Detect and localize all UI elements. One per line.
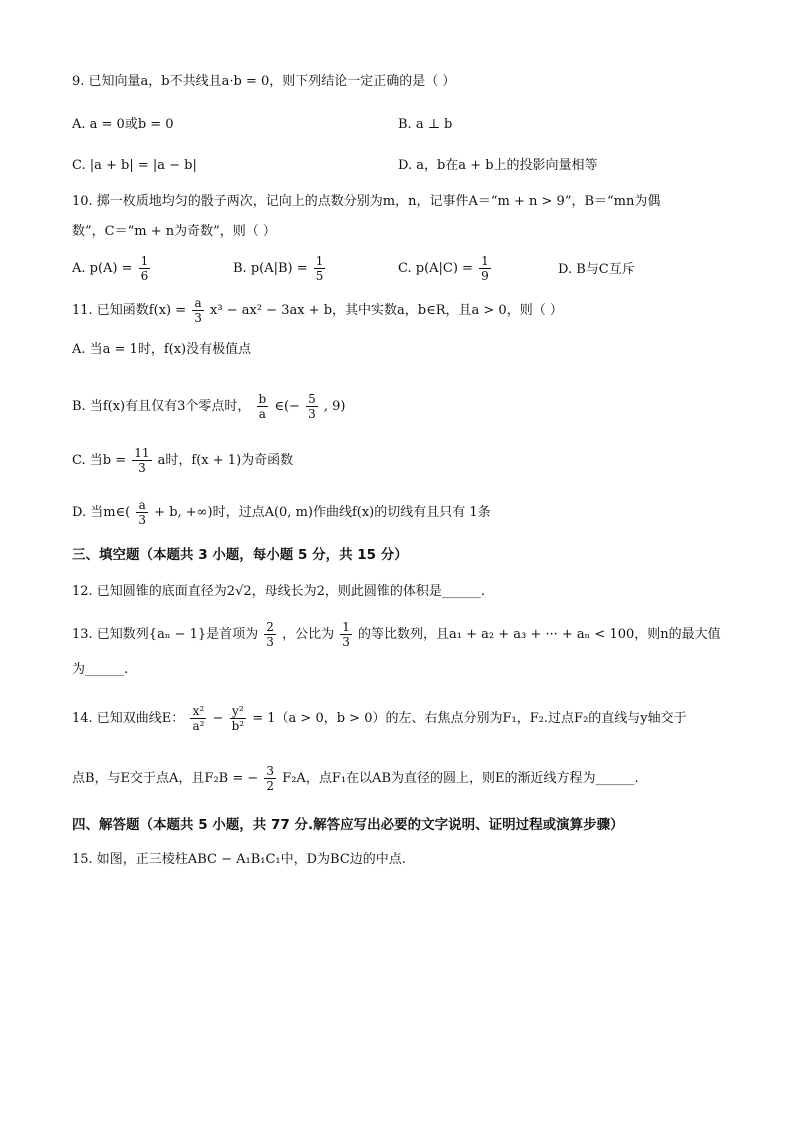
q9-option-c: C. |a + b| = |a − b| (72, 158, 197, 173)
q13-f1-den: 3 (266, 635, 274, 649)
q10-option-a (72, 254, 152, 283)
q14-line2-fraction (264, 764, 276, 793)
q13-line1 (72, 620, 721, 649)
q11-d-den: 3 (138, 513, 147, 527)
q13-fraction1 (264, 620, 276, 649)
q11-d-fraction (136, 498, 148, 527)
q14-l2-num: 3 (266, 764, 275, 778)
q11-b2-num: 5 (308, 392, 316, 406)
q13-f2-den: 3 (342, 635, 350, 649)
q14-f2-num: y² (230, 704, 247, 719)
q10-option-d: D. B与C互斥 (558, 262, 635, 277)
q11-b-mid: ∈(− (274, 399, 300, 414)
q10-option-b-fraction (314, 254, 326, 283)
q14-fraction1 (190, 704, 206, 733)
q9-stem: 9. 已知向量a，b不共线且a·b = 0，则下列结论一定正确的是（ ） (72, 74, 456, 89)
q10-stem-line2: 数”，C＝“m + n为奇数”，则（ ） (72, 224, 276, 239)
q11-b-post: , 9) (323, 399, 346, 414)
q10-option-b-label: B. p(A|B) = (233, 261, 308, 276)
q14-pre: 14. 已知双曲线E： (72, 711, 185, 726)
q11-stem (72, 296, 563, 325)
q14-f1-num: x² (190, 704, 206, 719)
q11-stem-num: a (192, 296, 204, 311)
q13-pre: 13. 已知数列{aₙ − 1}是首项为 (72, 627, 259, 642)
q11-c-num: 11 (134, 446, 150, 460)
q14-line2 (72, 764, 639, 793)
q14-line2-post: F₂A，点F₁在以AB为直径的圆上，则E的渐近线方程为______. (282, 771, 639, 786)
q10-a-den: 6 (140, 269, 149, 283)
q15: 15. 如图，正三棱柱ABC − A₁B₁C₁中，D为BC边的中点. (72, 852, 406, 867)
q11-c-pre: C. 当b = (72, 453, 127, 468)
section-3-heading: 三、填空题（本题共 3 小题，每小题 5 分，共 15 分） (72, 547, 408, 563)
q10-option-c (398, 254, 493, 283)
q10-c-num: 1 (481, 254, 489, 268)
q11-option-c (72, 446, 293, 475)
q11-option-b (72, 392, 345, 421)
q11-option-a: A. 当a = 1时，f(x)没有极值点 (72, 342, 252, 357)
q13-f1-num: 2 (266, 620, 274, 634)
q12: 12. 已知圆锥的底面直径为2√2，母线长为2，则此圆锥的体积是______. (72, 584, 486, 599)
q10-option-c-fraction (479, 254, 491, 283)
q11-d-post: + b, +∞)时，过点A(0, m)作曲线f(x)的切线有且只有 1条 (154, 505, 491, 520)
q10-option-a-fraction (139, 254, 151, 283)
q9-option-a: A. a = 0或b = 0 (72, 117, 174, 132)
q14-f2-den: b² (231, 719, 245, 733)
q11-c-post: a时，f(x + 1)为奇函数 (157, 453, 294, 468)
q11-b2-den: 3 (308, 407, 316, 421)
q11-b-fraction (257, 392, 269, 421)
q10-option-a-label: A. p(A) = (72, 261, 133, 276)
section-4-heading: 四、解答题（本题共 5 小题，共 77 分.解答应写出必要的文字说明、证明过程或演算步骤） (72, 817, 624, 833)
q10-b-den: 5 (315, 269, 324, 283)
q11-d-num: a (136, 498, 148, 513)
q14-l2-den: 2 (266, 779, 275, 793)
q9-option-d: D. a，b在a + b上的投影向量相等 (398, 158, 598, 173)
q11-d-pre: D. 当m∈( (72, 505, 131, 520)
q9-option-b: B. a ⊥ b (398, 117, 453, 132)
q14-fraction2 (230, 704, 247, 733)
q11-b-num: b (258, 392, 267, 406)
q10-a-num: 1 (140, 254, 149, 268)
q10-option-c-label: C. p(A|C) = (398, 261, 473, 276)
q10-stem-line1: 10. 掷一枚质地均匀的骰子两次，记向上的点数分别为m，n，记事件A＝“m + n > 9”，B＝“mn为偶 (72, 194, 661, 209)
q14-minus: − (212, 711, 224, 726)
q14-line1 (72, 704, 687, 733)
q14-post: = 1（a > 0，b > 0）的左、右焦点分别为F₁，F₂.过点F₂的直线与y轴交于 (252, 711, 687, 726)
q11-c-fraction (132, 446, 151, 475)
q11-b-den: a (258, 407, 266, 421)
q11-b-pre: B. 当f(x)有且仅有3个零点时， (72, 399, 251, 414)
q11-stem-den: 3 (194, 311, 202, 325)
q13-post: 的等比数列，且a₁ + a₂ + a₃ + ··· + aₙ < 100，则n的最大值 (358, 627, 721, 642)
q11-stem-pre: 11. 已知函数f(x) = (72, 303, 187, 318)
q11-c-den: 3 (138, 461, 146, 475)
q11-stem-post: x³ − ax² − 3ax + b，其中实数a，b∈R，且a > 0，则（ ） (210, 303, 563, 318)
q13-mid: ，公比为 (282, 627, 335, 642)
q10-b-num: 1 (315, 254, 324, 268)
q13-line2: 为______. (72, 662, 129, 677)
q14-f1-den: a² (192, 719, 205, 733)
q13-f2-num: 1 (342, 620, 350, 634)
q11-b-fraction2 (306, 392, 318, 421)
q11-option-d (72, 498, 491, 527)
q10-option-b (233, 254, 327, 283)
q14-line2-pre: 点B，与E交于点A，且F₂B = − (72, 771, 259, 786)
q11-stem-fraction (192, 296, 204, 325)
q10-c-den: 9 (481, 269, 489, 283)
q13-fraction2 (340, 620, 352, 649)
